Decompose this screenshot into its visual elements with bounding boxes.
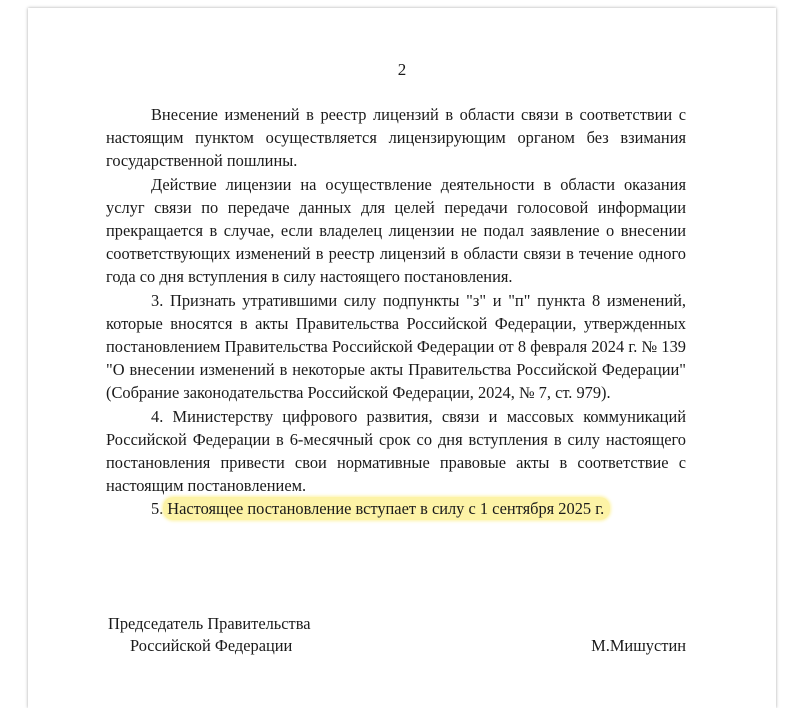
signature-title-line2: Российской Федерации — [130, 636, 293, 655]
document-body — [106, 103, 686, 521]
item-5-number: 5. — [151, 499, 164, 519]
paragraph-item-3: 3. Признать утратившими силу подпункты "з" и "п" пункта 8 изменений, которые вносятся в акты Правительства Российской Федерации, утвержденных постановлением Правительства Российской Федерации от 8 февраля 2024 г. № 139 "О внесении изменений в некоторые акты Правительства Российской Федерации" (Собрание законодательства Российской Федерации, 2024, № 7, ст. 979). — [106, 290, 686, 403]
highlighted-effective-date-text: Настоящее постановление вступает в силу с 1 сентября 2025 г. — [163, 497, 610, 520]
paragraph: Действие лицензии на осуществление деятельности в области оказания услуг связи по передаче данных для целей передачи голосовой информации прекращается в случае, если владелец лицензии не подал заявление о внесении соответствующих изменений в реестр лицензий в области связи в течение одного года со дня вступления в силу настоящего постановления. — [106, 174, 686, 287]
paragraph-item-4: 4. Министерству цифрового развития, связи и массовых коммуникаций Российской Федерации в 6-месячный срок со дня вступления в силу настоящего постановления привести свои нормативные правовые акты в соответствие с настоящим постановлением. — [106, 406, 686, 496]
signature-title — [108, 613, 311, 657]
signature-title-line1: Председатель Правительства — [108, 614, 311, 633]
signature-name: М.Мишустин — [591, 636, 686, 655]
paragraph-item-5 — [106, 497, 686, 520]
page-number: 2 — [397, 60, 407, 79]
document-page — [28, 8, 776, 708]
paragraph: Внесение изменений в реестр лицензий в области связи в соответствии с настоящим пунктом осуществляется лицензирующим органом без взимания государственной пошлины. — [106, 105, 686, 171]
